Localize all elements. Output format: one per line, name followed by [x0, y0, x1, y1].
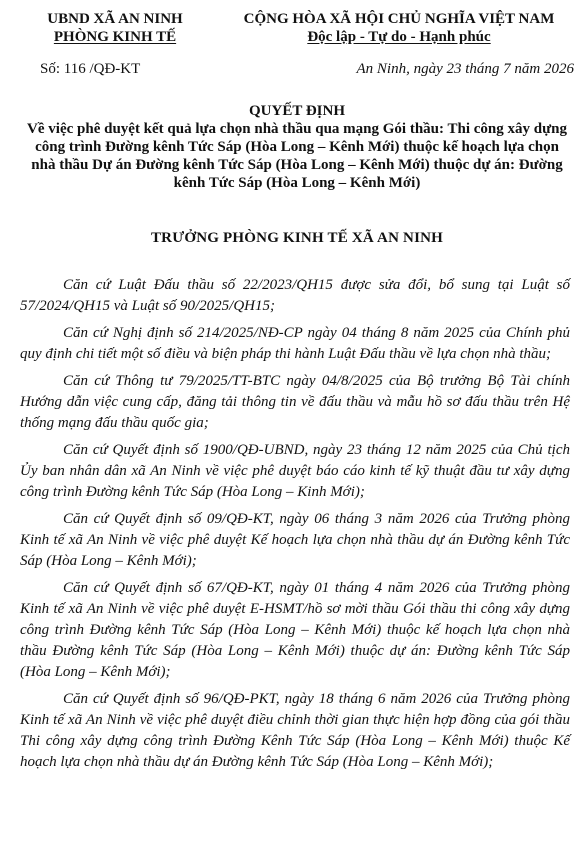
- document-meta: [20, 60, 574, 78]
- nation-line-2: Độc lập - Tự do - Hạnh phúc: [307, 29, 491, 45]
- document-header: [20, 10, 574, 46]
- legal-basis: Căn cứ Quyết định số 1900/QĐ-UBND, ngày 23 tháng 12 năm 2025 của Chủ tịch Ủy ban nhân dân xã An Ninh về việc phê duyệt báo cáo kinh tế kỹ thuật đầu tư xây dựng công trình Đường kênh Tức Sáp (Hòa Long – Kinh Mới);: [20, 442, 570, 500]
- legal-basis: Căn cứ Quyết định số 09/QĐ-KT, ngày 06 tháng 3 năm 2026 của Trưởng phòng Kinh tế xã An Ninh về việc phê duyệt Kế hoạch lựa chọn nhà thầu dự án Đường kênh Tức Sáp (Hòa Long – Kênh Mới);: [20, 511, 570, 569]
- legal-basis: Căn cứ Quyết định số 96/QĐ-PKT, ngày 18 tháng 6 năm 2026 của Trưởng phòng Kinh tế xã An Ninh về việc phê duyệt điều chỉnh thời gian thực hiện hợp đồng của gói thầu Thi công xây dựng công trình Đường Kênh Tức Sáp (Hòa Long – Kênh Mới) thuộc Kế hoạch lựa chọn nhà thầu dự án Đường kênh Tức Sáp (Hòa Long – Kênh Mới);: [20, 691, 570, 770]
- legal-basis: Căn cứ Luật Đấu thầu số 22/2023/QH15 được sửa đổi, bổ sung tại Luật số 57/2024/QH15 và Luật số 90/2025/QH15;: [20, 277, 570, 314]
- nation-line-1: CỘNG HÒA XÃ HỘI CHỦ NGHĨA VIỆT NAM: [243, 11, 555, 27]
- issuing-organization: [20, 10, 210, 46]
- org-line-1: UBND XÃ AN NINH: [47, 11, 183, 27]
- document-subject: Về việc phê duyệt kết quả lựa chọn nhà thầu qua mạng Gói thầu: Thi công xây dựng công trình Đường kênh Tức Sáp (Hòa Long – Kênh Mới) thuộc kế hoạch lựa chọn nhà thầu Dự án Đường kênh Tức Sáp (Hòa Long – Kênh Mới) thuộc dự án: Đường kênh Tức Sáp (Hòa Long – Kênh Mới): [27, 121, 567, 191]
- document-title: QUYẾT ĐỊNH: [249, 103, 345, 119]
- org-line-2: PHÒNG KINH TẾ: [53, 29, 177, 45]
- document-number: Số: 116 /QĐ-KT: [40, 61, 141, 77]
- national-title: [224, 10, 574, 46]
- issuing-authority: TRƯỞNG PHÒNG KINH TẾ XÃ AN NINH: [150, 230, 444, 246]
- legal-basis: Căn cứ Nghị định số 214/2025/NĐ-CP ngày 04 tháng 8 năm 2025 của Chính phủ quy định chi tiết một số điều và biện pháp thi hành Luật Đấu thầu về lựa chọn nhà thầu;: [20, 325, 570, 362]
- legal-basis: Căn cứ Thông tư 79/2025/TT-BTC ngày 04/8/2025 của Bộ trưởng Bộ Tài chính Hướng dẫn việc cung cấp, đăng tải thông tin về đấu thầu và mẫu hồ sơ đấu thầu trên Hệ thống mạng đấu thầu quốc gia;: [20, 373, 570, 431]
- place-and-date: An Ninh, ngày 23 tháng 7 năm 2026: [356, 61, 574, 77]
- legal-bases: [20, 275, 574, 773]
- legal-basis: Căn cứ Quyết định số 67/QĐ-KT, ngày 01 tháng 4 năm 2026 của Trưởng phòng Kinh tế xã An Ninh về việc phê duyệt E-HSMT/hồ sơ mời thầu Gói thầu thi công xây dựng công trình Đường kênh Tức Sáp (Hòa Long – Kênh Mới) thuộc kế hoạch lựa chọn nhà thầu Đường kênh Tức Sáp (Hòa Long – Kênh Mới) thuộc dự án: Đường kênh Tức Sáp (Hòa Long – Kênh Mới);: [20, 580, 570, 680]
